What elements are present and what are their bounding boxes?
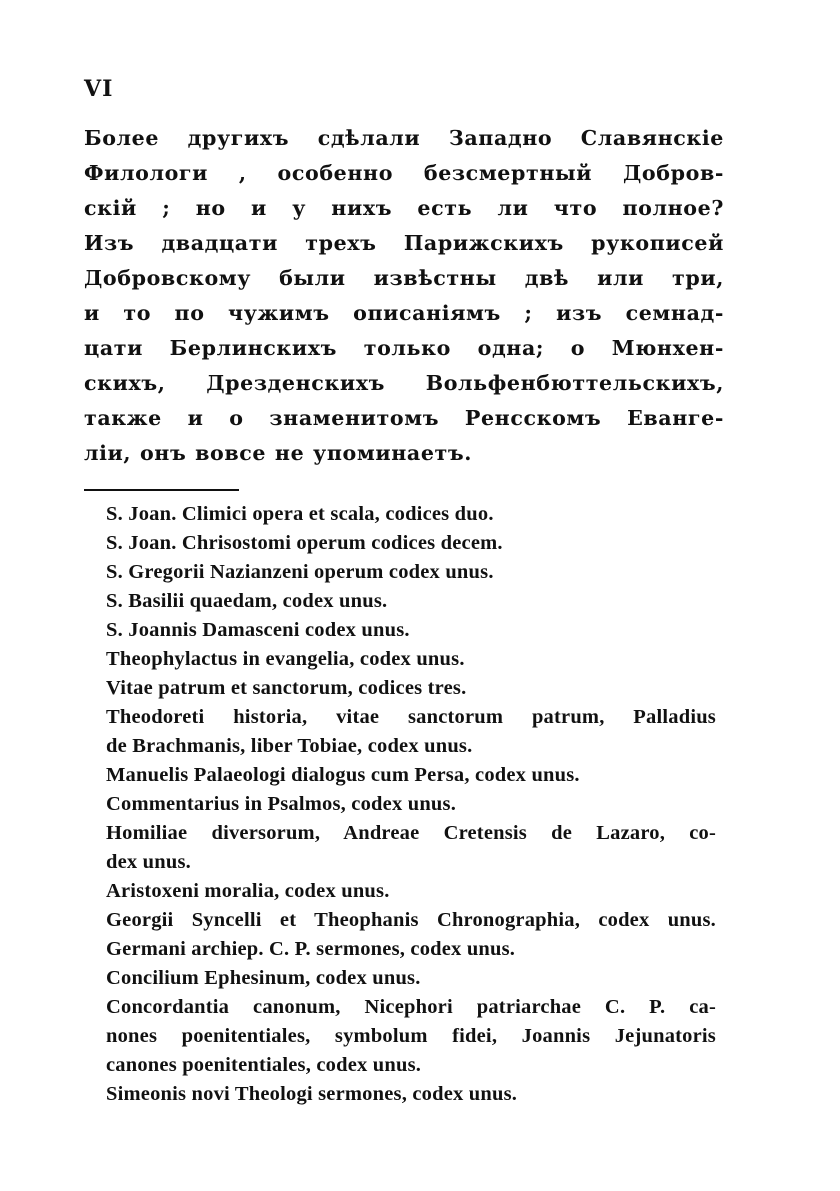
footnote-line: Vitae patrum et sanctorum, codices tres. (106, 677, 467, 699)
main-text-line: и то по чужимъ описаніямъ ; изъ семнад- (84, 301, 724, 325)
footnote-line: Georgii Syncelli et Theophanis Chronographia, codex unus. (106, 909, 716, 931)
main-text-line: Филологи , особенно безсмертный Добров- (84, 161, 724, 185)
main-text-line: скихъ, Дрезденскихъ Вольфенбюттельскихъ, (84, 371, 724, 395)
main-text-line: Изъ двадцати трехъ Парижскихъ рукописей (84, 231, 724, 255)
footnote-line: Simeonis novi Theologi sermones, codex unus. (106, 1083, 518, 1105)
footnote-line: S. Joannis Damasceni codex unus. (106, 619, 410, 641)
footnote-list (106, 500, 716, 1109)
main-text-line: ліи, онъ вовсе не упоминаетъ. (84, 441, 473, 465)
main-text-line: цати Берлинскихъ только одна; о Мюнхен- (84, 336, 724, 360)
footnote-line: Theophylactus in evangelia, codex unus. (106, 648, 465, 670)
footnote-line: Concordantia canonum, Nicephori patriarchae C. P. ca- (106, 996, 716, 1018)
footnote-line: Homiliae diversorum, Andreae Cretensis de Lazaro, co- (106, 822, 716, 844)
footnote-line: de Brachmanis, liber Tobiae, codex unus. (106, 735, 473, 757)
page-number: VI (84, 76, 114, 102)
footnote-line: S. Joan. Chrisostomi operum codices decem. (106, 532, 503, 554)
footnote-line: Theodoreti historia, vitae sanctorum patrum, Palladius (106, 706, 716, 728)
footnote-line: S. Gregorii Nazianzeni operum codex unus. (106, 561, 494, 583)
footnote-line: canones poenitentiales, codex unus. (106, 1054, 422, 1076)
footnote-line: Germani archiep. C. P. sermones, codex unus. (106, 938, 516, 960)
footnote-line: S. Basilii quaedam, codex unus. (106, 590, 388, 612)
footnote-line: Concilium Ephesinum, codex unus. (106, 967, 421, 989)
main-text-line: Добровскому были извѣстны двѣ или три, (84, 266, 724, 290)
footnote-line: dex unus. (106, 851, 191, 873)
main-text-line: скій ; но и у нихъ есть ли что полное? (84, 196, 724, 220)
footnote-line: nones poenitentiales, symbolum fidei, Joannis Jejunatoris (106, 1025, 716, 1047)
footnote-line: Aristoxeni moralia, codex unus. (106, 880, 390, 902)
main-text-line: также и о знаменитомъ Ренсскомъ Еванге- (84, 406, 724, 430)
footnote-line: S. Joan. Climici opera et scala, codices duo. (106, 503, 494, 525)
main-text-line: Более другихъ сдѣлали Западно Славянскіе (84, 126, 724, 150)
footnote-line: Manuelis Palaeologi dialogus cum Persa, codex unus. (106, 764, 580, 786)
footnote-line: Commentarius in Psalmos, codex unus. (106, 793, 457, 815)
main-paragraph (84, 121, 724, 471)
footnote-separator-rule (84, 489, 239, 491)
